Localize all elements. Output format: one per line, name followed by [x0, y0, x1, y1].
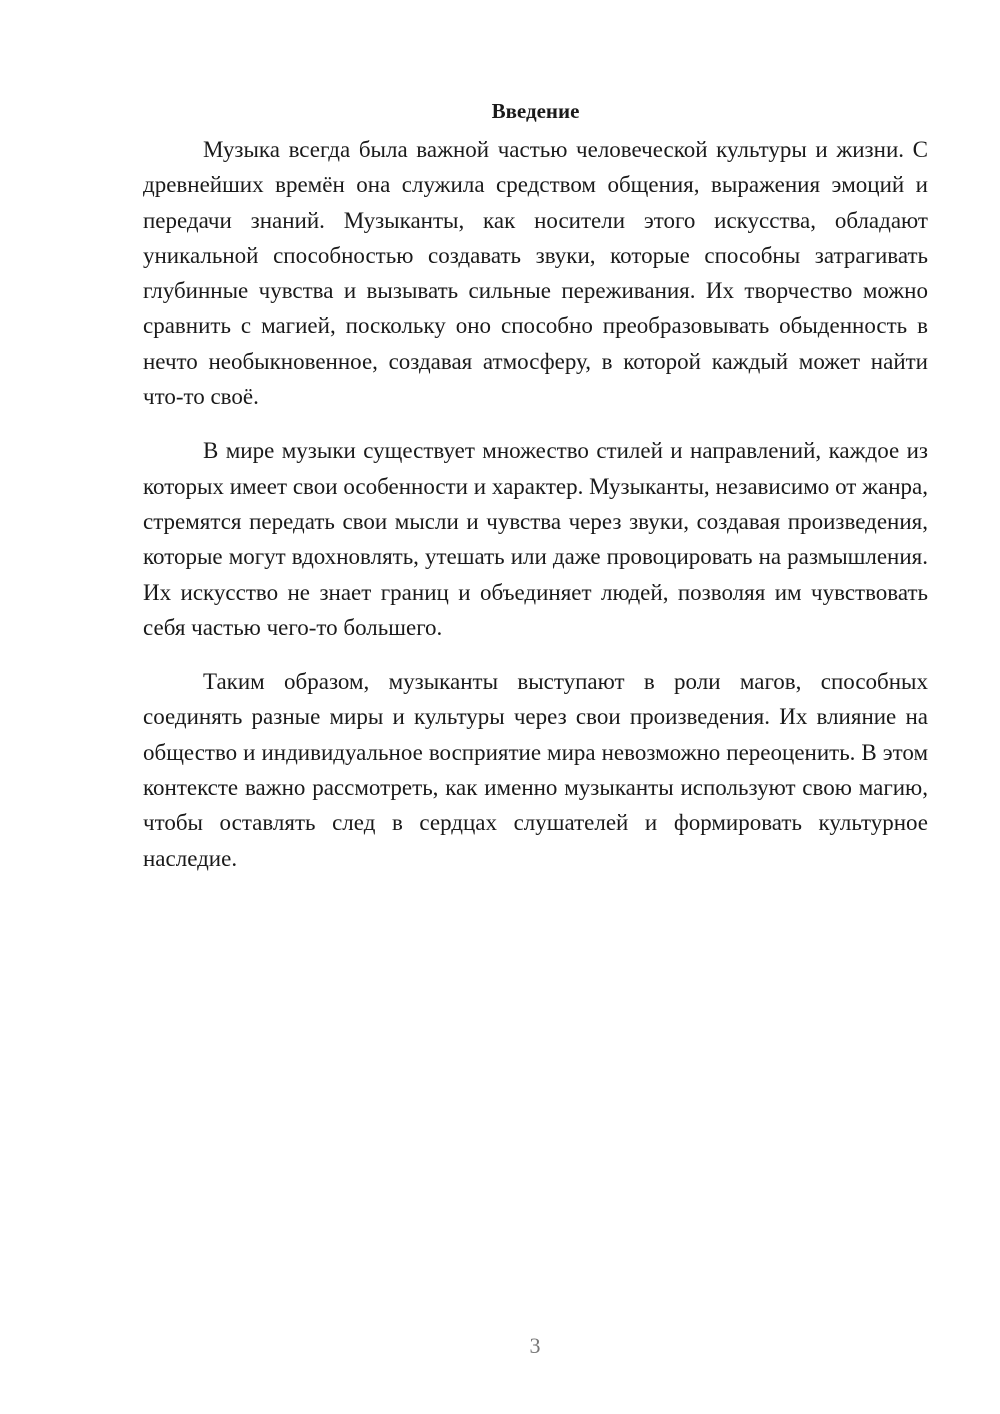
section-title: Введение	[491, 99, 580, 123]
paragraph-3: Таким образом, музыканты выступают в роли магов, способных соединять разные миры и культуры через свои произведения. Их влияние на общество и индивидуальное восприятие мира невозможно переоценить. В этом контексте важно рассмотреть, как именно музыканты используют свою магию, чтобы оставлять след в сердцах слушателей и формировать культурное наследие.	[143, 669, 928, 871]
page-content	[143, 92, 928, 895]
page-number: 3	[529, 1333, 541, 1358]
paragraph-1: Музыка всегда была важной частью человеческой культуры и жизни. С древнейших времён она служила средством общения, выражения эмоций и передачи знаний. Музыканты, как носители этого искусства, обладают уникальной способностью создавать звуки, которые способны затрагивать глубинные чувства и вызывать сильные переживания. Их творчество можно сравнить с магией, поскольку оно способно преобразовывать обыденность в нечто необыкновенное, создавая атмосферу, в которой каждый может найти что-то своё.	[143, 137, 928, 410]
paragraph-2: В мире музыки существует множество стилей и направлений, каждое из которых имеет свои особенности и характер. Музыканты, независимо от жанра, стремятся передать свои мысли и чувства через звуки, создавая произведения, которые могут вдохновлять, утешать или даже провоцировать на размышления. Их искусство не знает границ и объединяет людей, позволяя им чувствовать себя частью чего-то большего.	[143, 438, 928, 640]
